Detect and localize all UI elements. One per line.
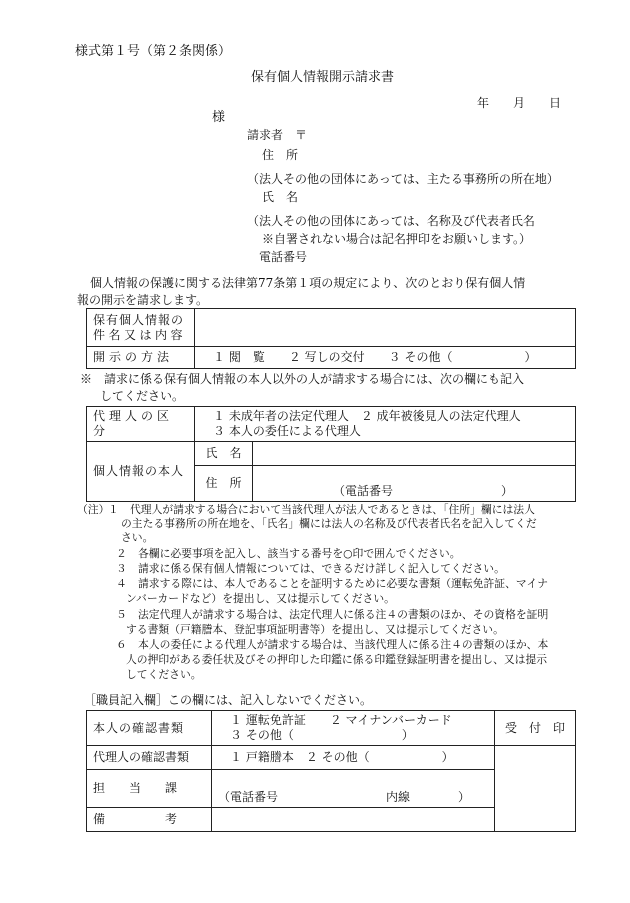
principal-docs-label-text: 本人の確認書類 [93, 720, 185, 735]
note-6-line1: 本人の委任による代理人が請求する場合は、当該代理人に係る注４の書類のほか、本 [138, 638, 549, 651]
intro-line-2: 報の開示を請求します。 [77, 293, 209, 307]
remarks-field[interactable] [212, 808, 495, 832]
remarks-label-text: 備 考 [93, 812, 178, 826]
principal-docs-label [87, 711, 212, 746]
requester-address-note: （法人その他の団体にあっては、主たる事務所の所在地） [247, 172, 559, 186]
disclosure-method-label-text: 開示の方法 [93, 350, 174, 364]
note-1-num: １ [108, 503, 119, 516]
requester-phone-label: 電話番号 [259, 250, 308, 264]
note-6-num: ６ [116, 638, 127, 651]
section-label [87, 770, 212, 808]
requester-address-label: 住 所 [262, 148, 299, 162]
staff-table [86, 710, 576, 832]
agent-docs-label-text: 代理人の確認書類 [93, 750, 190, 764]
notes-head: （注） [77, 503, 110, 516]
addressee-suffix: 様 [212, 110, 226, 125]
principal-name-field[interactable] [253, 442, 576, 466]
principal-label [87, 442, 195, 502]
note-5-num: ５ [116, 608, 127, 621]
intro-line-1: 個人情報の保護に関する法律第77条第１項の規定により、次のとおり保有個人情 [90, 276, 526, 290]
requester-name-label: 氏 名 [262, 190, 299, 204]
requester-name-note: （法人その他の団体にあっては、名称及び代表者氏名 [247, 214, 535, 228]
table-row [87, 309, 576, 347]
section-field[interactable] [212, 770, 495, 808]
agent-type-label [87, 407, 195, 442]
agent-type-options[interactable] [195, 407, 576, 442]
info-subject-label-line1: 保有個人情報の [93, 312, 185, 327]
requester-label: 請求者 〒 [247, 128, 308, 142]
section-label-text: 担 当 課 [93, 781, 178, 795]
agent-note-line-2: してください。 [100, 389, 185, 403]
receipt-stamp-label [495, 711, 576, 746]
page-title: 保有個人情報開示請求書 [251, 70, 395, 85]
note-5-line2: する書類（戸籍謄本、登記事項証明書等）を提出し、又は提示してください。 [126, 623, 504, 636]
agent-table [86, 406, 576, 502]
note-3-num: ３ [116, 562, 127, 575]
note-2-num: ２ [116, 547, 127, 560]
agent-type-label-text: 代理人の区分 [93, 409, 174, 438]
table-row [87, 347, 576, 369]
note-4-num: ４ [116, 577, 127, 590]
principal-phone-text: （電話番号 ） [333, 484, 514, 498]
note-1-line3: さい。 [121, 531, 154, 544]
requester-signature-note: ※自署されない場合は記名押印をお願いします。） [262, 232, 532, 246]
staff-heading: ［職員記入欄］この欄には、記入しないでください。 [84, 693, 373, 707]
receipt-stamp-label-text: 受 付 印 [504, 720, 565, 735]
info-subject-label-cell [87, 309, 195, 347]
note-4-line2: ンバーカードなど）を提出し、又は提示してください。 [126, 592, 395, 605]
note-6-line3: してください。 [126, 668, 202, 681]
table-row [87, 407, 576, 442]
note-5-line1: 法定代理人が請求する場合は、法定代理人に係る注４の書類のほか、その資格を証明 [138, 608, 549, 621]
request-content-table [86, 308, 576, 369]
note-4-line1: 請求する際には、本人であることを証明するために必要な書類（運転免許証、マイナ [138, 577, 549, 590]
info-subject-field[interactable] [195, 309, 576, 347]
note-1-line2: の主たる事務所の所在地を、「氏名」欄には法人の名称及び代表者氏名を記入してくだ [121, 517, 537, 530]
info-subject-label-line2: 件名又は内容 [93, 327, 187, 342]
remarks-label [87, 808, 212, 832]
principal-address-label-text: 住 所 [205, 476, 242, 490]
principal-name-label [195, 442, 253, 466]
table-row [87, 711, 576, 746]
agent-type-options-line2: ３ 本人の委任による代理人 [213, 424, 361, 438]
principal-label-text: 個人情報の本人 [93, 464, 185, 478]
principal-docs-line1: １ 運転免許証 ２ マイナンバーカード [230, 713, 452, 727]
disclosure-method-options[interactable] [195, 347, 576, 369]
note-2-line1: 各欄に必要事項を記入し、該当する番号を○印で囲んでください。 [138, 547, 461, 560]
agent-type-options-line1: １ 未成年者の法定代理人 ２ 成年被後見人の法定代理人 [213, 409, 521, 423]
principal-docs-line2: ３ その他（ ） [230, 728, 414, 742]
note-6-line2: 人の押印がある委任状及びその押印した印鑑に係る印鑑登録証明書を提出し、又は提示 [126, 653, 548, 666]
agent-docs-options[interactable] [212, 746, 495, 770]
agent-note-line-1: ※ 請求に係る保有個人情報の本人以外の人が請求する場合には、次の欄にも記入 [80, 372, 525, 386]
principal-address-field[interactable] [253, 466, 576, 502]
date-line: 年 月 日 [477, 96, 562, 110]
agent-docs-options-text: １ 戸籍謄本 ２ その他（ ） [230, 750, 454, 764]
agent-docs-label [87, 746, 212, 770]
form-number: 様式第１号（第２条関係） [75, 44, 232, 59]
disclosure-method-label [87, 347, 195, 369]
principal-docs-options[interactable] [212, 711, 495, 746]
note-3-line1: 請求に係る保有個人情報については、できるだけ詳しく記入してください。 [138, 562, 505, 575]
note-1-line1: 代理人が請求する場合において当該代理人が法人であるときは、「住所」欄には法人 [130, 503, 535, 516]
receipt-stamp-area[interactable] [495, 746, 576, 832]
disclosure-method-options-text: １ 閲 覧 ２ 写しの交付 ３ その他（ ） [213, 350, 537, 364]
table-row [87, 442, 576, 466]
table-row [87, 746, 576, 770]
section-phone-text: （電話番号 内線 ） [218, 790, 471, 804]
principal-address-label [195, 466, 253, 502]
principal-name-label-text: 氏 名 [205, 446, 242, 460]
